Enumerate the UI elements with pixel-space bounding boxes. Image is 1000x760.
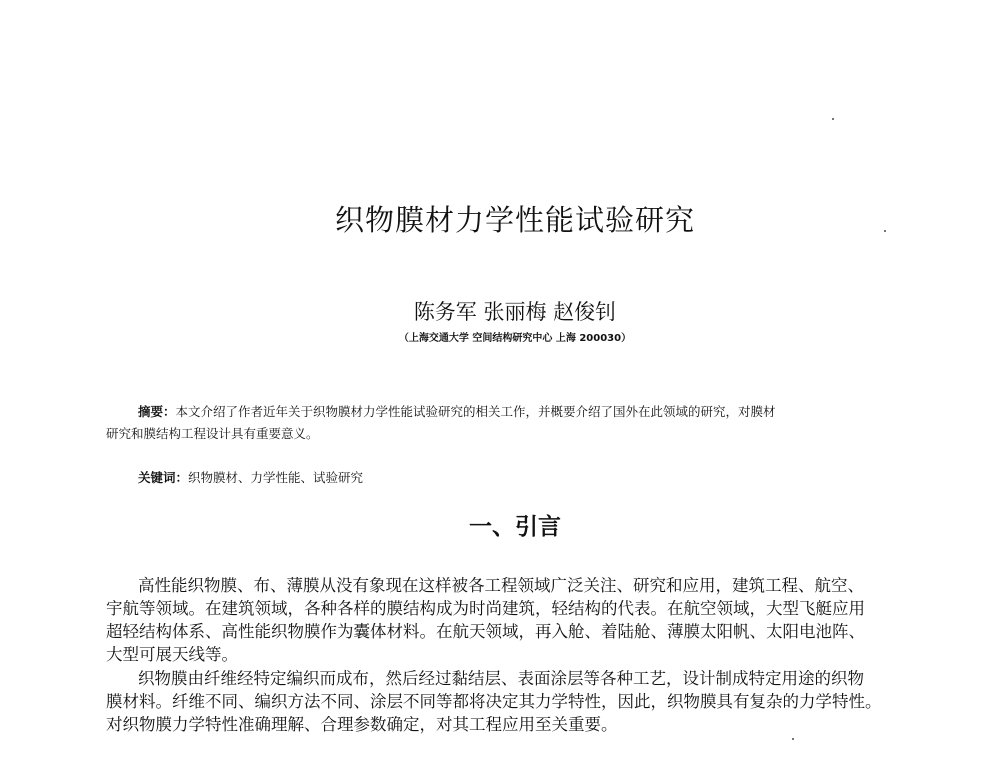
scan-speck bbox=[792, 738, 794, 740]
abstract-line-1 bbox=[138, 402, 776, 420]
body-line: 超轻结构体系、高性能织物膜作为囊体材料。在航天领域，再入舱、着陆舱、薄膜太阳帆、太阳电池阵、 bbox=[106, 622, 865, 641]
scan-speck bbox=[884, 230, 886, 232]
keywords-text: 织物膜材、力学性能、试验研究 bbox=[188, 470, 364, 485]
body-line: 大型可展天线等。 bbox=[106, 645, 238, 664]
section-heading: 一、引言 bbox=[469, 514, 561, 540]
body-line: 高性能织物膜、布、薄膜从没有象现在这样被各工程领域广泛关注、研究和应用，建筑工程、航空、 bbox=[138, 576, 864, 595]
scan-speck bbox=[832, 118, 834, 120]
abstract-text: 本文介绍了作者近年关于织物膜材力学性能试验研究的相关工作，并概要介绍了国外在此领域的研究，对膜材 bbox=[175, 404, 776, 419]
paper-title: 织物膜材力学性能试验研究 bbox=[334, 203, 695, 237]
authors: 陈务军 张丽梅 赵俊钊 bbox=[413, 300, 617, 324]
keywords bbox=[138, 468, 363, 486]
body-line: 织物膜由纤维经特定编织而成布，然后经过黏结层、表面涂层等各种工艺，设计制成特定用途的织物 bbox=[138, 669, 864, 688]
body-line: 膜材料。纤维不同、编织方法不同、涂层不同等都将决定其力学特性，因此，织物膜具有复杂的力学特性。 bbox=[106, 692, 882, 711]
abstract-label: 摘要： bbox=[138, 404, 176, 419]
keywords-label: 关键词： bbox=[138, 470, 189, 485]
affiliation: （上海交通大学 空间结构研究中心 上海 200030） bbox=[398, 333, 632, 344]
body-line: 对织物膜力学特性准确理解、合理参数确定，对其工程应用至关重要。 bbox=[106, 715, 618, 734]
body-line: 宇航等领域。在建筑领域，各种各样的膜结构成为时尚建筑，轻结构的代表。在航空领域，大型飞艇应用 bbox=[106, 599, 865, 618]
abstract-line-2: 研究和膜结构工程设计具有重要意义。 bbox=[106, 426, 319, 441]
